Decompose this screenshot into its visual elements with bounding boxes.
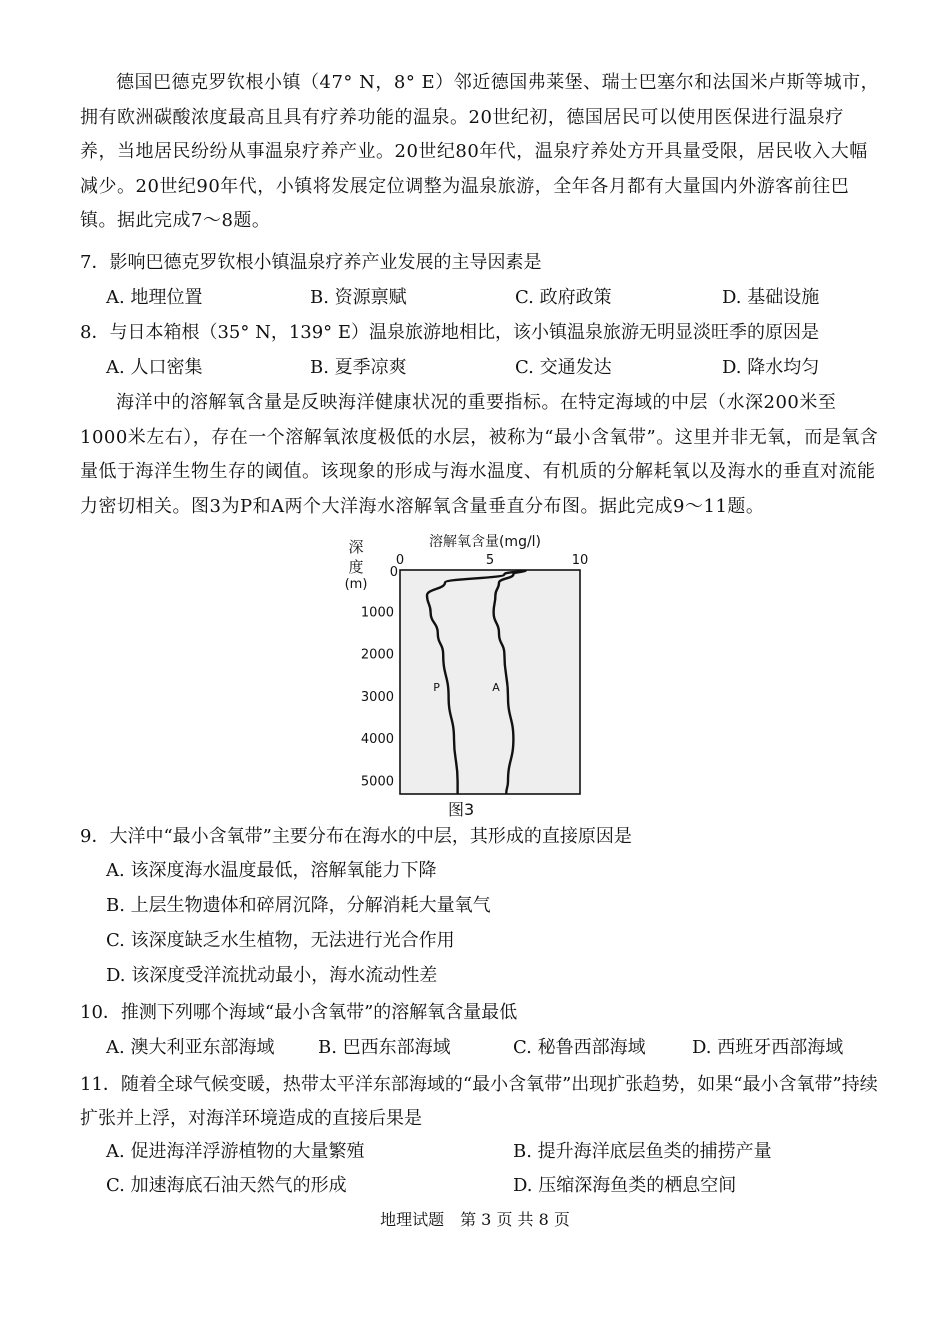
y-tick-label-4000: 4000: [360, 732, 394, 748]
question-8-option-b: B. 夏季凉爽: [310, 357, 407, 378]
y-tick-label-2000: 2000: [360, 647, 394, 663]
y-axis-label-char-2: 度: [348, 558, 364, 576]
y-tick-label-0: 0: [389, 565, 398, 580]
y-tick-label-5000: 5000: [360, 774, 394, 790]
x-tick-label-10: 10: [571, 553, 589, 568]
passage-intro-spa-town: 德国巴德克罗钦根小镇（47° N，8° E）邻近德国弗莱堡、瑞士巴塞尔和法国米卢斯等城市，拥有欧洲碳酸浓度最高且具有疗养功能的温泉。20世纪初，德国居民可以使用医保进行温泉疗养，当地居民纷纷从事温泉疗养产业。20世纪80年代，温泉疗养处方开具量受限，居民收入大幅减少。20世纪90年代，小镇将发展定位调整为温泉旅游，全年各月都有大量国内外游客前往巴镇。据此完成7～8题。: [80, 72, 880, 231]
question-11-option-c: C. 加速海底石油天然气的形成: [106, 1175, 347, 1196]
question-8-stem: 8．与日本箱根（35° N，139° E）温泉旅游地相比，该小镇温泉旅游无明显淡旺季的原因是: [80, 322, 820, 343]
question-11-option-b: B. 提升海洋底层鱼类的捕捞产量: [513, 1141, 772, 1162]
question-9-option-a: A. 该深度海水温度最低，溶解氧能力下降: [106, 860, 437, 881]
dissolved-oxygen-chart: [345, 534, 605, 796]
plot-area: [400, 570, 580, 794]
y-tick-label-3000: 3000: [360, 689, 394, 705]
question-7-stem: 7．影响巴德克罗钦根小镇温泉疗养产业发展的主导因素是: [80, 252, 542, 273]
question-9-stem: 9．大洋中“最小含氧带”主要分布在海水的中层，其形成的直接原因是: [80, 826, 632, 847]
figure-caption: 图3: [448, 800, 475, 819]
question-10-stem: 10．推测下列哪个海域“最小含氧带”的溶解氧含量最低: [80, 1002, 518, 1023]
question-7-option-a: A. 地理位置: [106, 287, 203, 308]
y-axis-label-char-1: 深: [348, 538, 364, 556]
question-11-option-d: D. 压缩深海鱼类的栖息空间: [513, 1175, 737, 1196]
question-9-option-c: C. 该深度缺乏水生植物，无法进行光合作用: [106, 930, 455, 951]
series-label-A: A: [492, 680, 500, 694]
question-9-option-d: D. 该深度受洋流扰动最小，海水流动性差: [106, 965, 438, 986]
question-9-option-b: B. 上层生物遗体和碎屑沉降，分解消耗大量氧气: [106, 895, 491, 916]
passage-oxygen-minimum-zone: 海洋中的溶解氧含量是反映海洋健康状况的重要指标。在特定海域的中层（水深200米至1000米左右），存在一个溶解氧浓度极低的水层，被称为“最小含氧带”。这里并非无氧，而是氧含量低于海洋生物生存的阈值。该现象的形成与海水温度、有机质的分解耗氧以及海水的垂直对流能力密切相关。图3为P和A两个大洋海水溶解氧含量垂直分布图。据此完成9～11题。: [80, 392, 879, 517]
question-8-option-a: A. 人口密集: [106, 357, 203, 378]
question-7-option-b: B. 资源禀赋: [310, 287, 407, 308]
question-8-option-d: D. 降水均匀: [722, 357, 820, 378]
question-8-option-c: C. 交通发达: [515, 357, 612, 378]
chart-title: 溶解氧含量(mg/l): [428, 534, 542, 550]
x-tick-label-0: 0: [395, 553, 405, 568]
y-tick-label-1000: 1000: [360, 605, 394, 621]
y-axis-unit: (m): [345, 577, 368, 592]
question-11-option-a: A. 促进海洋浮游植物的大量繁殖: [106, 1141, 365, 1162]
x-tick-label-5: 5: [485, 553, 495, 568]
question-10-option-b: B. 巴西东部海域: [318, 1037, 451, 1058]
series-label-P: P: [433, 680, 440, 694]
question-10-option-d: D. 西班牙西部海域: [692, 1037, 844, 1058]
question-10-option-c: C. 秘鲁西部海域: [513, 1037, 646, 1058]
question-10-option-a: A. 澳大利亚东部海域: [106, 1037, 275, 1058]
page-footer: 地理试题 第 3 页 共 8 页: [380, 1210, 570, 1229]
question-7-option-d: D. 基础设施: [722, 287, 820, 308]
question-7-option-c: C. 政府政策: [515, 287, 612, 308]
question-11-stem: 11．随着全球气候变暖，热带太平洋东部海域的“最小含氧带”出现扩张趋势，如果“最小含氧带”持续扩张并上浮，对海洋环境造成的直接后果是: [80, 1074, 878, 1129]
